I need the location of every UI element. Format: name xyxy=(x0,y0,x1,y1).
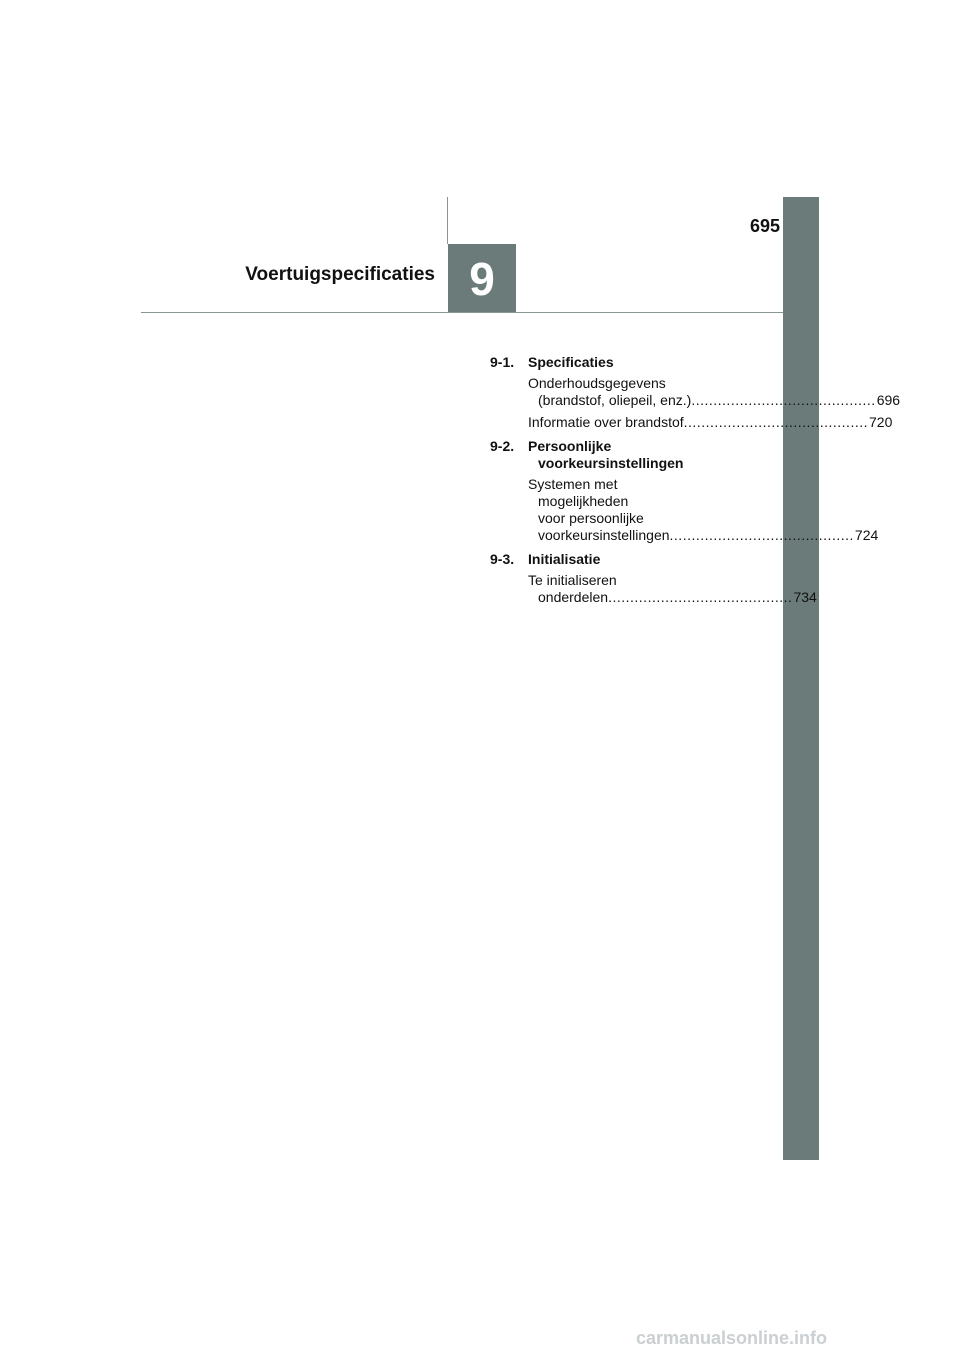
chapter-side-bar xyxy=(783,197,819,1160)
section-title-line: Persoonlijke xyxy=(528,438,612,454)
section-title-line: Specificaties xyxy=(528,354,614,370)
entry-line: Te initialiseren xyxy=(528,572,617,588)
section-title-line: voorkeursinstellingen xyxy=(538,455,684,471)
entry-text: onderdelen xyxy=(538,589,609,605)
toc-section-9-2 xyxy=(490,438,879,544)
toc-section-heading[interactable] xyxy=(490,438,740,472)
table-of-contents xyxy=(490,354,901,613)
entry-line: voor persoonlijke xyxy=(538,510,644,526)
watermark: carmanualsonline.info xyxy=(636,1328,828,1348)
page-number: 695 xyxy=(749,216,780,236)
entry-text: voorkeursinstellingen xyxy=(538,527,670,543)
entry-text: Informatie over brandstof xyxy=(528,414,684,430)
entry-last-line xyxy=(528,392,901,409)
header-vertical-divider xyxy=(447,197,448,244)
toc-section-heading[interactable] xyxy=(490,551,740,568)
dot-leader: .......................................... xyxy=(683,414,869,430)
entry-page: 734 xyxy=(793,589,817,605)
chapter-title: Voertuigspecificaties xyxy=(245,264,435,285)
toc-entry[interactable] xyxy=(490,572,817,606)
section-number: 9-3. xyxy=(490,551,515,567)
entry-text: (brandstof, oliepeil, enz.) xyxy=(538,392,692,408)
dot-leader: .......................................... xyxy=(608,589,793,605)
entry-line: Systemen met xyxy=(528,476,618,492)
section-title xyxy=(528,354,740,371)
section-number: 9-2. xyxy=(490,438,515,454)
section-title-line: Initialisatie xyxy=(528,551,601,567)
entry-line: Onderhoudsgegevens xyxy=(528,375,666,391)
dot-leader: .......................................... xyxy=(691,392,876,408)
entry-last-line xyxy=(528,527,879,544)
entry-page: 696 xyxy=(876,392,901,408)
entry-last-line xyxy=(528,414,893,431)
toc-section-9-1 xyxy=(490,354,901,431)
toc-entry[interactable] xyxy=(490,476,879,544)
entry-page: 720 xyxy=(869,414,893,430)
toc-section-heading[interactable] xyxy=(490,354,740,371)
section-title xyxy=(528,438,740,472)
section-title xyxy=(528,551,740,568)
header-rule xyxy=(141,312,783,313)
section-number: 9-1. xyxy=(490,354,515,370)
toc-entry[interactable] xyxy=(490,414,893,431)
entry-line: mogelijkheden xyxy=(538,493,629,509)
toc-entry[interactable] xyxy=(490,375,901,409)
toc-section-9-3 xyxy=(490,551,817,606)
dot-leader: .......................................... xyxy=(669,527,854,543)
entry-page: 724 xyxy=(854,527,879,543)
chapter-number-box: 9 xyxy=(448,244,516,313)
entry-last-line xyxy=(528,589,817,606)
